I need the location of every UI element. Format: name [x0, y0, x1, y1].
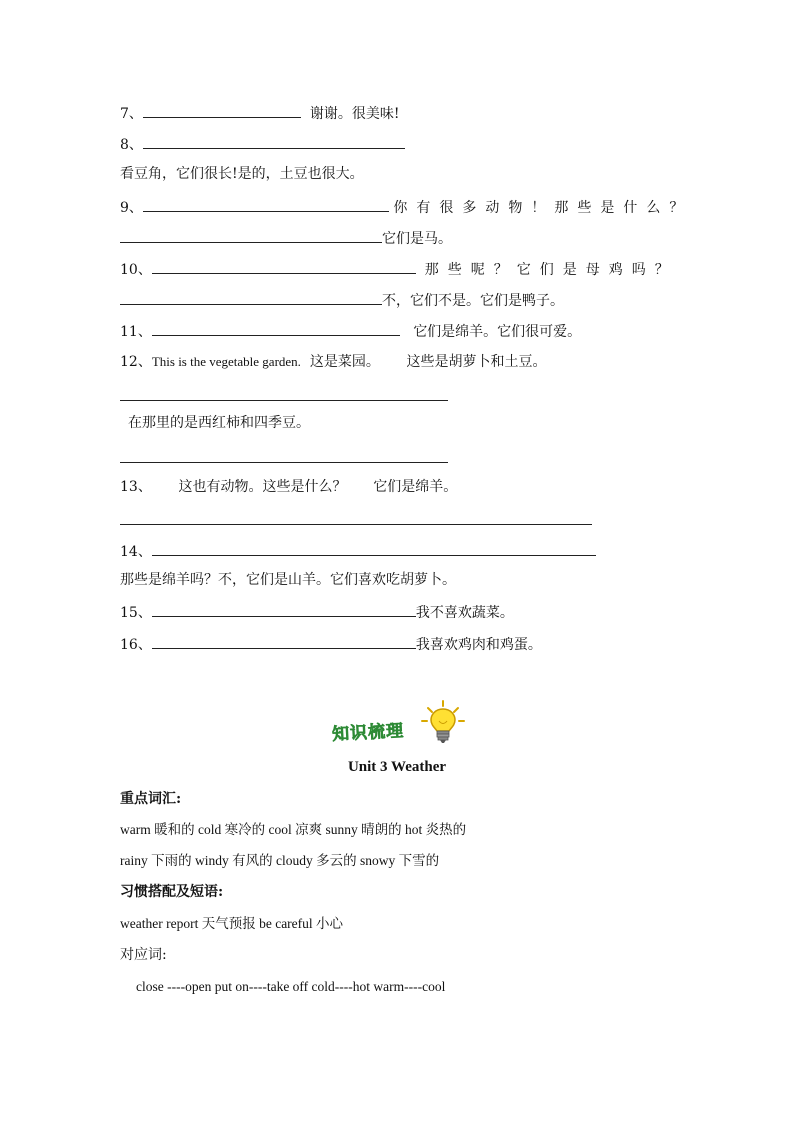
opposites-heading: 对应词:	[120, 947, 167, 963]
exercise-9-line2	[120, 227, 452, 249]
phrases-heading: 习惯搭配及短语:	[120, 884, 224, 900]
exercise-number: 15、	[120, 605, 152, 621]
exercise-prompt: 这些是胡萝卜和土豆。	[406, 354, 547, 370]
answer-blank[interactable]	[152, 540, 596, 556]
exercise-14-prompt: 那些是绵羊吗？不，它们是山羊。它们喜欢吃胡萝卜。	[120, 572, 456, 588]
exercise-number: 14、	[120, 544, 152, 560]
exercise-prompt: 这也有动物。这些是什么？	[178, 479, 347, 495]
exercise-prompt: 谢谢。很美味!	[309, 106, 400, 122]
vocab-line: rainy 下雨的 windy 有风的 cloudy 多云的 snowy 下雪的	[120, 853, 440, 868]
exercise-number: 12、	[120, 354, 152, 370]
exercise-number: 13、	[120, 479, 152, 495]
answer-blank[interactable]	[152, 601, 416, 617]
answer-blank[interactable]	[143, 102, 301, 118]
opposites-line: close ----open put on----take off cold----hot warm----cool	[136, 979, 446, 994]
exercise-16	[120, 633, 542, 655]
exercise-number: 8、	[120, 137, 143, 153]
answer-line[interactable]	[120, 462, 448, 463]
exercise-prompt: 不，它们不是。它们是鸭子。	[382, 293, 564, 309]
answer-blank[interactable]	[120, 289, 382, 305]
answer-blank[interactable]	[152, 633, 416, 649]
phrases-line: weather report 天气预报 be careful 小心	[120, 916, 344, 931]
exercise-15	[120, 601, 514, 623]
exercise-prompt: 它们是马。	[382, 231, 452, 247]
exercise-prompt: 它们是绵羊。	[373, 479, 458, 495]
exercise-prompt: 你有很多动物！那些是什么？	[393, 200, 693, 216]
exercise-10	[120, 258, 678, 280]
exercise-7	[120, 102, 399, 124]
exercise-prompt: 它们是绵羊。它们很可爱。	[413, 324, 582, 340]
answer-line[interactable]	[120, 524, 592, 525]
exercise-prompt: 那些呢？它们是母鸡吗？	[424, 262, 678, 278]
answer-line[interactable]	[120, 400, 448, 401]
exercise-number: 9、	[120, 200, 143, 216]
exercise-8	[120, 133, 405, 155]
vocab-line: warm 暖和的 cold 寒冷的 cool 凉爽 sunny 晴朗的 hot 炎热的	[120, 822, 467, 837]
exercise-number: 7、	[120, 106, 143, 122]
answer-blank[interactable]	[143, 196, 389, 212]
exercise-8-prompt: 看豆角，它们很长!是的，土豆也很大。	[120, 166, 364, 182]
answer-blank[interactable]	[152, 258, 416, 274]
unit-title: Unit 3 Weather	[347, 759, 447, 775]
answer-blank[interactable]	[152, 320, 400, 336]
vocab-heading: 重点词汇:	[120, 791, 182, 807]
knowledge-summary-badge: 知识梳理	[331, 721, 405, 745]
exercise-12-prompt2: 在那里的是西红柿和四季豆。	[128, 415, 310, 431]
exercise-9	[120, 196, 692, 218]
exercise-13	[120, 477, 457, 497]
exercise-prompt: 这是菜园。	[309, 354, 380, 370]
answer-blank[interactable]	[143, 133, 405, 149]
exercise-prompt: 我不喜欢蔬菜。	[415, 605, 514, 621]
exercise-english: This is the vegetable garden.	[151, 354, 301, 369]
exercise-14	[120, 540, 596, 562]
exercise-number: 10、	[120, 262, 152, 278]
exercise-number: 11、	[120, 324, 152, 340]
lightbulb-icon	[420, 700, 466, 746]
exercise-number: 16、	[120, 637, 152, 653]
exercise-11	[120, 320, 581, 342]
exercise-10-line2	[120, 289, 564, 311]
exercise-prompt: 我喜欢鸡肉和鸡蛋。	[415, 637, 542, 653]
answer-blank[interactable]	[120, 227, 382, 243]
exercise-12	[120, 352, 547, 372]
